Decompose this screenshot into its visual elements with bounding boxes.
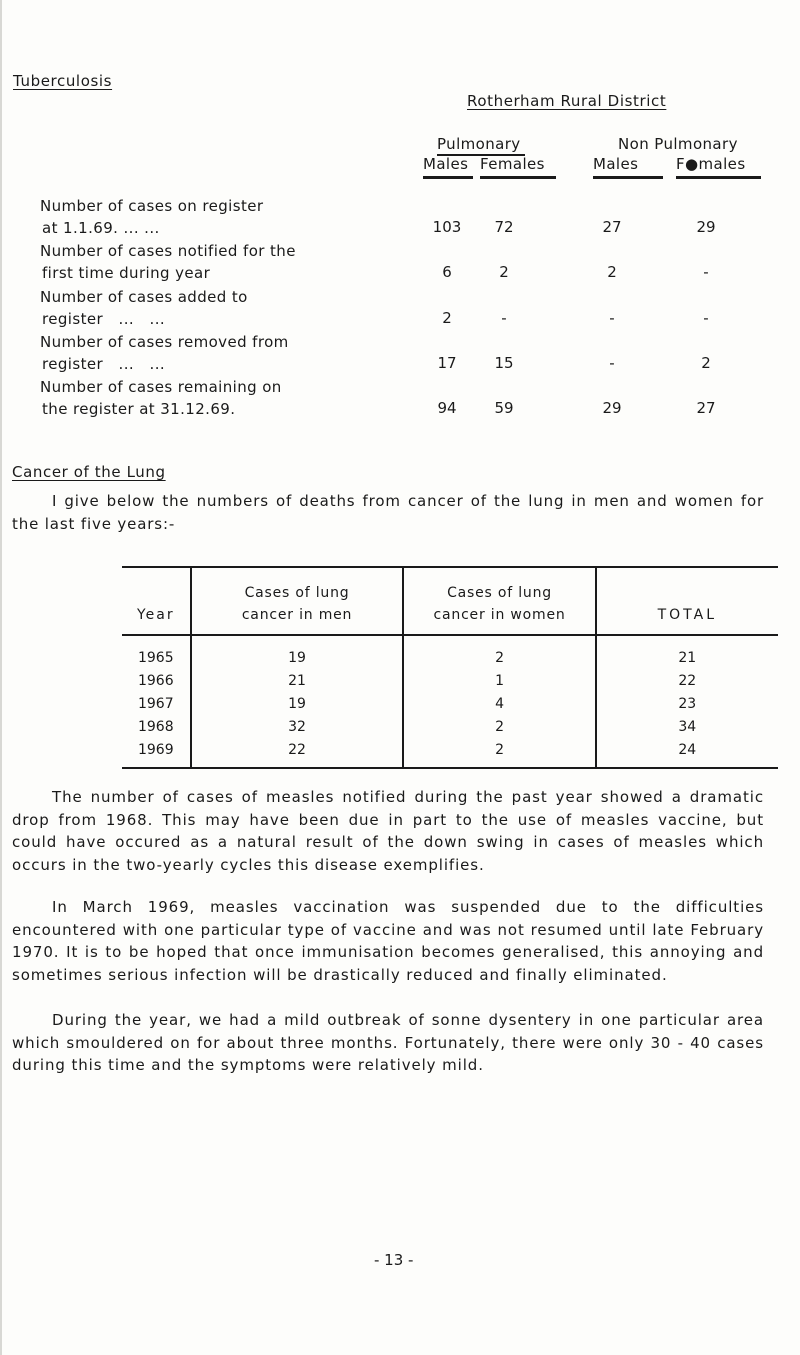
cell-year: 1965 [137,649,174,666]
table-header-row [122,567,778,635]
cell-women: 2 [403,738,595,768]
cell-women: 1 [403,669,595,692]
cell-total: 22 [596,669,778,692]
cell-men: 22 [191,738,404,768]
dysentery-paragraph: During the year, we had a mild outbreak of sonne dysentery in one particular area which smouldered on for about three months. Fortunately, there were only 30 - 40 cases during this time and the symptoms were relatively mild. [12,1011,764,1074]
measles-paragraph: The number of cases of measles notified during the past year showed a dramatic drop from 1968. This may have been due in part to the use of measles vaccine, but could have occured as a natural result of the down swing in cases of measles which occurs in the two-yearly cycles this disease exemplifies. [12,788,764,874]
district-title: Rotherham Rural District [467,92,667,110]
subheader-rule-4 [676,176,761,179]
subheader-pulm-males: Males [423,155,469,173]
table-row [122,738,778,768]
cell-men: 21 [191,669,404,692]
lung-section-title: Cancer of the Lung [12,463,166,481]
tb-cell: 72 [494,218,514,236]
cell-year: 1967 [137,695,174,712]
subheader-rule-3 [593,176,663,179]
page-number: - 13 - [374,1251,414,1269]
page-edge [0,0,2,1355]
table-row [122,669,778,692]
cell-women: 4 [403,692,595,715]
tb-cell: 59 [494,399,514,417]
cell-year: 1969 [122,738,191,768]
tb-row-label: Number of cases added to register ... ... [40,288,248,328]
tb-cell: 15 [494,354,514,372]
tb-cell: 27 [602,218,622,236]
tb-cell: - [609,354,615,372]
table-row [122,692,778,715]
tb-cell: 103 [432,218,462,236]
table-row [122,635,778,669]
header-total: TOTAL [596,567,778,635]
subheader-pulm-females: Females [480,155,545,173]
vaccination-paragraph: In March 1969, measles vaccination was suspended due to the difficulties encountered with one particular type of vaccine and was not resumed until late February 1970. It is to be hoped that once immunisation becomes generalised, this annoying and sometimes serious infection will be drastically reduced and finally eliminated. [12,898,764,984]
subheader-nonpulm-females: F●males [676,155,746,173]
group-header-non-pulmonary: Non Pulmonary [618,135,738,153]
header-men: Cases of lung cancer in men [191,567,404,635]
group-header-pulmonary: Pulmonary [437,135,521,153]
header-women: Cases of lung cancer in women [403,567,595,635]
subheader-nonpulm-males: Males [593,155,639,173]
tb-cell: 29 [602,399,622,417]
cell-total: 23 [596,692,778,715]
tb-cell: 2 [442,309,452,327]
tb-cell: 29 [696,218,716,236]
tb-cell: 2 [607,263,617,281]
tb-cell: 2 [499,263,509,281]
tb-cell: - [703,263,709,281]
cell-total: 21 [596,635,778,669]
tb-row-label: Number of cases notified for the first time during year [40,242,296,282]
cell-year: 1968 [137,718,174,735]
cell-total: 24 [596,738,778,768]
tb-cell: 2 [701,354,711,372]
section-title: Tuberculosis [13,72,113,90]
tb-row-label: Number of cases on register at 1.1.69. ... ... [40,197,264,237]
tb-cell: - [501,309,507,327]
cell-men: 19 [191,692,404,715]
subheader-rule-1 [423,176,473,179]
table-row [122,715,778,738]
tb-row-label: Number of cases remaining on the register at 31.12.69. [40,378,282,418]
cell-men: 32 [191,715,404,738]
lung-cancer-table [122,566,778,769]
cell-total: 34 [596,715,778,738]
cell-year: 1966 [137,672,174,689]
tb-cell: 17 [437,354,457,372]
tb-cell: - [609,309,615,327]
header-year: Year [122,567,191,635]
cell-men: 19 [191,635,404,669]
tb-cell: - [703,309,709,327]
tb-cell: 27 [696,399,716,417]
lung-intro-paragraph: I give below the numbers of deaths from cancer of the lung in men and women for the last five years:- [12,492,764,533]
tb-row-label: Number of cases removed from register ... ... [40,333,289,373]
subheader-rule-2 [480,176,556,179]
cell-women: 2 [403,715,595,738]
tb-cell: 94 [437,399,457,417]
tb-cell: 6 [442,263,452,281]
cell-women: 2 [403,635,595,669]
